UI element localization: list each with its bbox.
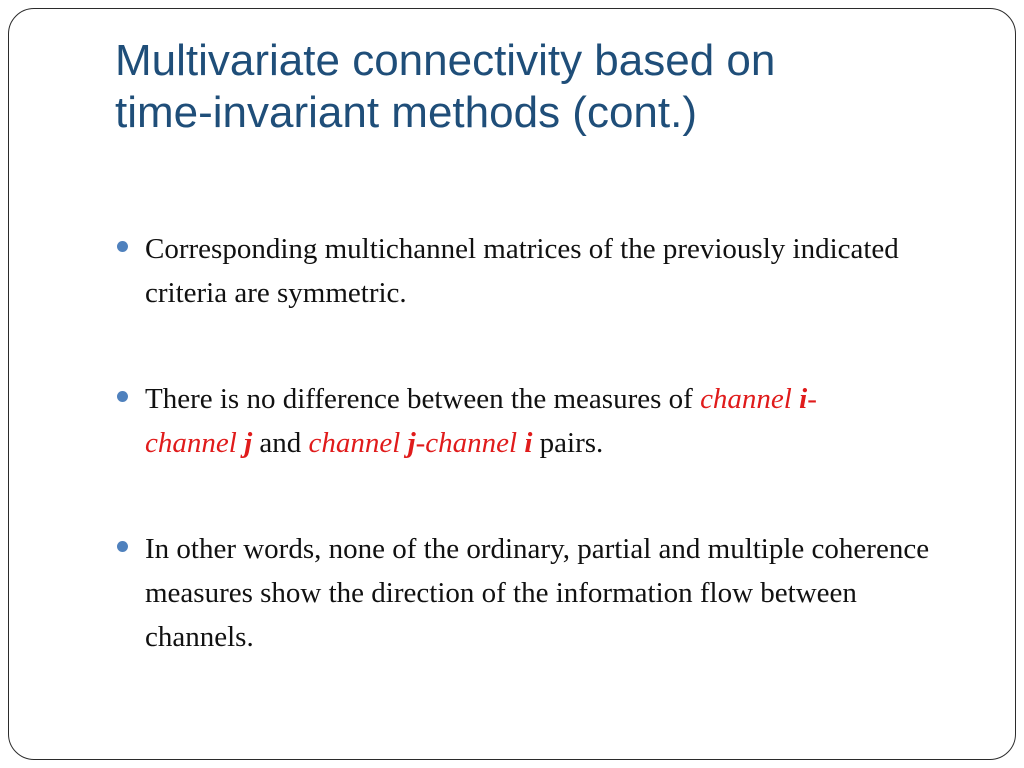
bullet-list <box>115 227 935 659</box>
bullet-item-channel-pairs <box>115 377 935 465</box>
pair-dash-channel: -channel <box>415 427 525 459</box>
channel-index-j: j <box>407 427 416 459</box>
pair-dash: - <box>807 383 817 415</box>
bullet-item-coherence <box>115 527 935 659</box>
title-line-1: Multivariate connectivity based on <box>115 36 776 85</box>
bullet-text: In other words, none of the ordinary, partial and multiple coherence measures show the direction of the information flow between channels. <box>145 533 930 653</box>
channel-index-j: j <box>244 427 253 459</box>
bullet-dot-icon <box>117 241 128 252</box>
channel-label: channel <box>308 427 408 459</box>
bullet-text: Corresponding multichannel matrices of the previously indicated criteria are symmetric. <box>145 233 899 309</box>
channel-index-i: i <box>524 427 533 459</box>
slide <box>8 8 1016 760</box>
bullet-text-mid: and <box>252 427 309 459</box>
channel-index-i: i <box>799 383 808 415</box>
bullet-text-pre: There is no difference between the measures of <box>145 383 701 415</box>
bullet-dot-icon <box>117 541 128 552</box>
title-line-2: time-invariant methods (cont.) <box>115 88 697 137</box>
bullet-text-post: pairs. <box>532 427 604 459</box>
bullet-item-symmetric <box>115 227 935 315</box>
channel-label: channel <box>700 383 800 415</box>
bullet-dot-icon <box>117 391 128 402</box>
channel-label: channel <box>145 427 245 459</box>
slide-title <box>115 35 915 139</box>
